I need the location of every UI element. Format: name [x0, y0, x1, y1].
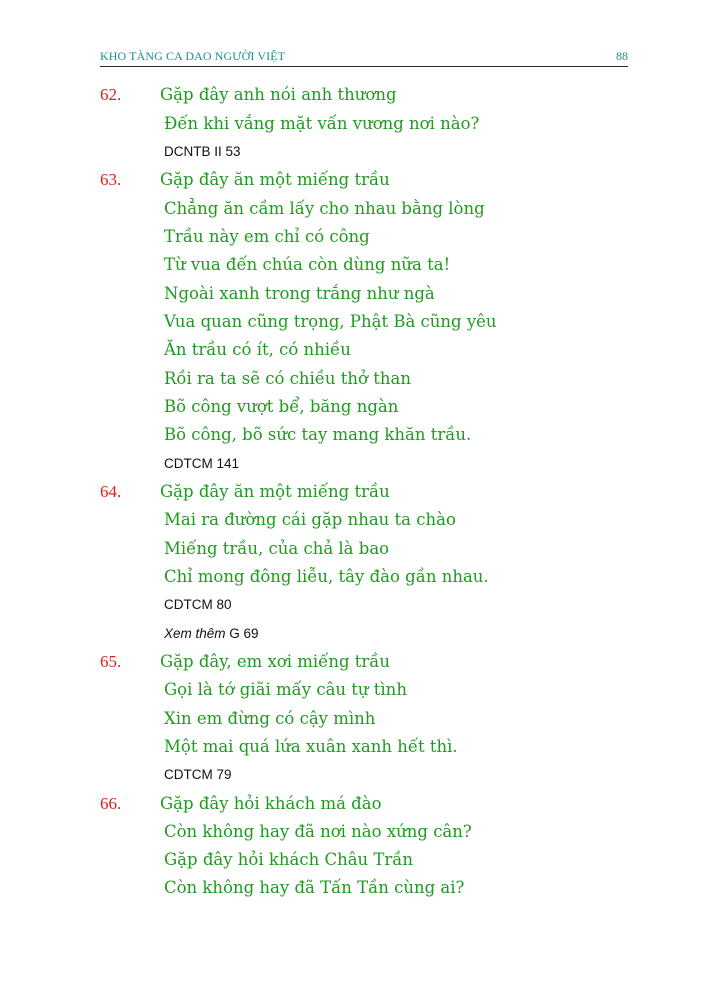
source-citation: CDTCM 141: [164, 456, 240, 471]
verse-line: Bõ công vượt bể, băng ngàn: [164, 397, 399, 416]
verse-line: Ăn trầu có ít, có nhiều: [164, 340, 351, 359]
verse-line: Đến khi vắng mặt vấn vương nơi nào?: [164, 114, 480, 133]
source-citation: DCNTB II 53: [164, 144, 241, 159]
entry-number: 64.: [100, 482, 122, 501]
entry-number: 62.: [100, 85, 122, 104]
book-title: KHO TÀNG CA DAO NGƯỜI VIỆT: [100, 49, 286, 63]
source-citation: CDTCM 79: [164, 767, 232, 782]
verse-line: Còn không hay đã Tấn Tần cùng ai?: [164, 878, 465, 897]
verse-line: Gặp đây hỏi khách Châu Trần: [164, 850, 414, 869]
verse-line: Gặp đây, em xơi miếng trầu: [160, 652, 391, 671]
verse-line: Chỉ mong đông liễu, tây đào gần nhau.: [164, 567, 489, 586]
see-also-label: Xem thêm: [164, 626, 226, 641]
entry-number: 65.: [100, 652, 122, 671]
see-also-note: [164, 626, 259, 641]
verse-line: Mai ra đường cái gặp nhau ta chào: [164, 510, 456, 529]
verse-line: Gặp đây ăn một miếng trầu: [160, 482, 390, 501]
verse-line: Một mai quá lứa xuân xanh hết thì.: [164, 737, 458, 756]
verse-line: Xin em đừng có cậy mình: [164, 709, 376, 728]
verse-line: Gọi là tớ giãi mấy câu tự tình: [164, 680, 407, 699]
entry-number: 66.: [100, 794, 122, 813]
verse-line: Rồi ra ta sẽ có chiều thở than: [164, 369, 411, 388]
source-citation: CDTCM 80: [164, 597, 232, 612]
verse-line: Gặp đây ăn một miếng trầu: [160, 170, 390, 189]
verse-line: Vua quan cũng trọng, Phật Bà cũng yêu: [164, 312, 497, 331]
verse-line: Ngoài xanh trong trắng như ngà: [164, 284, 435, 303]
verse-line: Trầu này em chỉ có công: [164, 227, 370, 246]
verse-line: Gặp đây hỏi khách má đào: [160, 794, 382, 813]
verse-line: Miếng trầu, của chả là bao: [164, 539, 390, 558]
verse-line: Bõ công, bõ sức tay mang khăn trầu.: [164, 425, 472, 444]
verse-line: Chẳng ăn cầm lấy cho nhau bằng lòng: [164, 199, 485, 218]
see-also-ref: G 69: [229, 626, 259, 641]
running-header: [100, 48, 628, 67]
page-number: 88: [616, 49, 628, 63]
entry-number: 63.: [100, 170, 122, 189]
verse-line: Còn không hay đã nơi nào xứng cân?: [164, 822, 472, 841]
verse-line: Từ vua đến chúa còn dùng nữa ta!: [164, 255, 451, 274]
verse-line: Gặp đây anh nói anh thương: [160, 85, 397, 104]
